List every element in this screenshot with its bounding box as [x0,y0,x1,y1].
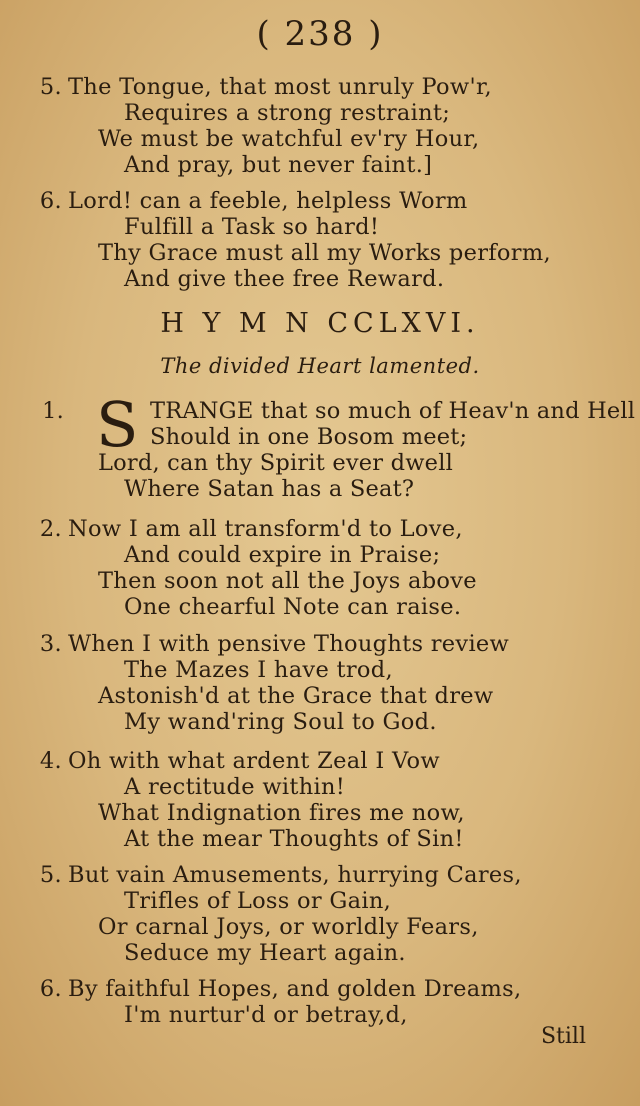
drop-cap: S [96,388,139,461]
verse-line: At the mear Thoughts of Sin! [124,826,464,852]
stanza-number: 2. [39,516,62,542]
verse-line: And could expire in Praise; [124,542,441,568]
verse-line: Astonish'd at the Grace that drew [98,683,494,709]
verse-line: Or carnal Joys, or worldly Fears, [98,914,479,940]
stanza-1 [0,388,640,502]
stanza-4 [0,748,640,852]
verse-line: 3. When I with pensive Thoughts review [0,631,640,657]
verse-line: Fulfill a Task so hard! [124,214,380,240]
verse-line: And pray, but never faint.] [124,152,433,178]
verse-line: One chearful Note can raise. [124,594,462,620]
verse-line: 2. Now I am all transform'd to Love, [0,516,640,542]
verse-line: 6. By faithful Hopes, and golden Dreams, [0,976,640,1002]
verse-line: 6. Lord! can a feeble, helpless Worm [0,188,640,214]
verse-line: A rectitude within! [124,774,346,800]
hymn-subtitle: The divided Heart lamented. [160,354,480,378]
stanza-number: 6. [39,976,62,1002]
catchword: Still [540,1024,586,1049]
stanza-continued-6 [0,188,640,292]
verse-line: Lord, can thy Spirit ever dwell [98,450,453,476]
verse-line: Where Satan has a Seat? [124,476,415,502]
verse-line: We must be watchful ev'ry Hour, [98,126,480,152]
stanza-2 [0,516,640,620]
stanza-number: 5. [39,74,62,100]
verse-line: Then soon not all the Joys above [98,568,477,594]
verse-line: I'm nurtur'd or betray,d, [124,1002,408,1028]
stanza-number: 4. [39,748,62,774]
verse-line: 4. Oh with what ardent Zeal I Vow [0,748,640,774]
verse-line: What Indignation fires me now, [98,800,465,826]
stanza-number: 5. [39,862,62,888]
verse-line: Seduce my Heart again. [124,940,406,966]
stanza-3 [0,631,640,735]
verse-line: Should in one Bosom meet; [150,424,468,450]
verse-line: And give thee free Reward. [124,266,445,292]
hymn-title: H Y M N CCLXVI. [160,308,480,339]
page-number: ( 238 ) [256,14,384,54]
stanza-number: 6. [39,188,62,214]
stanza-number: 3. [39,631,62,657]
verse-line: Thy Grace must all my Works perform, [98,240,551,266]
stanza-continued-5 [0,74,640,178]
stanza-6 [0,976,640,1028]
verse-line: 5. The Tongue, that most unruly Pow'r, [0,74,640,100]
verse-line: 1. TRANGE that so much of Heav'n and Hell [0,398,640,424]
verse-line: My wand'ring Soul to God. [124,709,437,735]
verse-line: 5. But vain Amusements, hurrying Cares, [0,862,640,888]
stanza-5 [0,862,640,966]
verse-line: The Mazes I have trod, [124,657,393,683]
verse-line: Trifles of Loss or Gain, [124,888,392,914]
verse-line: Requires a strong restraint; [124,100,451,126]
stanza-number: 1. [42,398,64,424]
